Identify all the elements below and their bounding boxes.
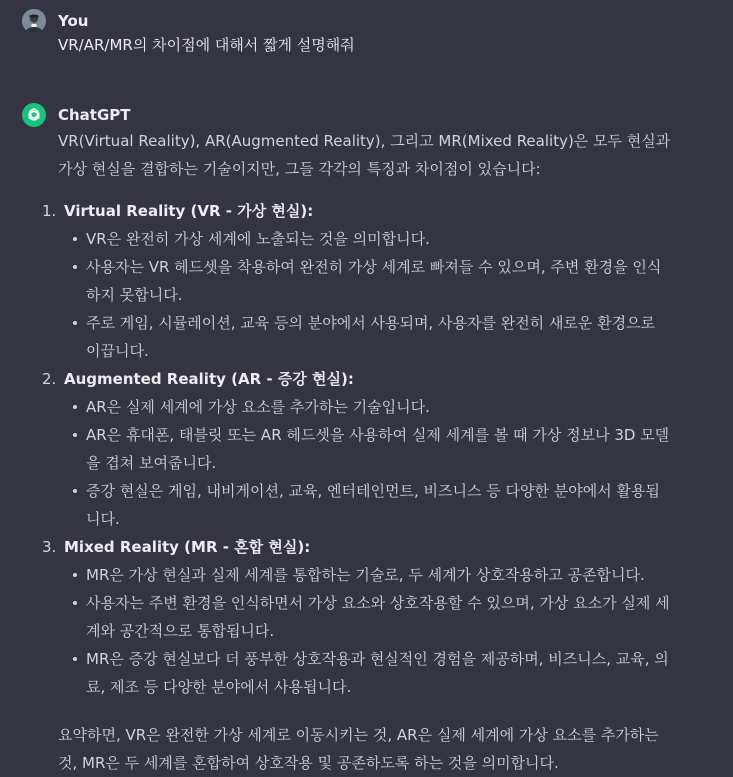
bullet-item bbox=[86, 309, 671, 365]
openai-logo-icon bbox=[22, 103, 46, 127]
bullet-item bbox=[86, 225, 671, 253]
bullet-item bbox=[86, 589, 671, 645]
bullet-text: AR은 휴대폰, 태블릿 또는 AR 헤드셋을 사용하여 실제 세계를 볼 때 가상 정보나 3D 모델을 겹쳐 보여줍니다. bbox=[86, 426, 670, 472]
bullet-text: VR은 완전히 가상 세계에 노출되는 것을 의미합니다. bbox=[86, 230, 430, 248]
sub-list bbox=[64, 393, 698, 533]
assistant-author-name: ChatGPT bbox=[58, 106, 131, 124]
bullet-dot-icon bbox=[73, 265, 77, 269]
bullet-dot-icon bbox=[73, 237, 77, 241]
list-item-mr bbox=[42, 533, 698, 701]
user-message-text: VR/AR/MR의 차이점에 대해서 짧게 설명해줘 bbox=[58, 36, 355, 54]
list-item-title: Mixed Reality (MR - 혼합 현실): bbox=[64, 538, 311, 556]
list-number: 2. bbox=[42, 370, 57, 388]
bullet-dot-icon bbox=[73, 433, 77, 437]
bullet-item bbox=[86, 561, 671, 589]
user-author-name: You bbox=[58, 12, 89, 30]
bullet-dot-icon bbox=[73, 489, 77, 493]
bullet-dot-icon bbox=[73, 601, 77, 605]
bullet-text: MR은 가상 현실과 실제 세계를 통합하는 기술로, 두 세계가 상호작용하고 공존합니다. bbox=[86, 566, 645, 584]
user-avatar-icon[interactable] bbox=[22, 9, 46, 33]
sub-list bbox=[64, 561, 698, 701]
bullet-text: 주로 게임, 시뮬레이션, 교육 등의 분야에서 사용되며, 사용자를 완전히 새로운 환경으로 이끕니다. bbox=[86, 314, 656, 360]
bullet-text: 사용자는 VR 헤드셋을 착용하여 완전히 가상 세계로 빠져들 수 있으며, 주변 환경을 인식하지 못합니다. bbox=[86, 258, 662, 304]
bullet-text: MR은 증강 현실보다 더 풍부한 상호작용과 현실적인 경험을 제공하며, 비즈니스, 교육, 의료, 제조 등 다양한 분야에서 사용됩니다. bbox=[86, 650, 669, 696]
bullet-item bbox=[86, 645, 671, 701]
bullet-text: 증강 현실은 게임, 내비게이션, 교육, 엔터테인먼트, 비즈니스 등 다양한 분야에서 활용됩니다. bbox=[86, 482, 660, 528]
bullet-text: AR은 실제 세계에 가상 요소를 추가하는 기술입니다. bbox=[86, 398, 430, 416]
reality-types-list bbox=[42, 197, 698, 701]
bullet-dot-icon bbox=[73, 657, 77, 661]
list-number: 1. bbox=[42, 202, 57, 220]
summary-paragraph: 요약하면, VR은 완전한 가상 세계로 이동시키는 것, AR은 실제 세계에 가상 요소를 추가하는 것, MR은 두 세계를 혼합하여 상호작용 및 공존하도록 하는 것을 의미합니다. bbox=[58, 726, 659, 772]
list-item-vr bbox=[42, 197, 698, 365]
bullet-text: 사용자는 주변 환경을 인식하면서 가상 요소와 상호작용할 수 있으며, 가상 요소가 실제 세계와 공간적으로 통합됩니다. bbox=[86, 594, 670, 640]
bullet-item bbox=[86, 393, 671, 421]
sub-list bbox=[64, 225, 698, 365]
bullet-dot-icon bbox=[73, 321, 77, 325]
bullet-dot-icon bbox=[73, 573, 77, 577]
list-item-title: Augmented Reality (AR - 증강 현실): bbox=[64, 370, 354, 388]
intro-paragraph: VR(Virtual Reality), AR(Augmented Reality), 그리고 MR(Mixed Reality)은 모두 현실과 가상 현실을 결합하는 기술이지만, 그들 각각의 특징과 차이점이 있습니다: bbox=[58, 132, 671, 178]
bullet-item bbox=[86, 421, 671, 477]
list-item-ar bbox=[42, 365, 698, 533]
bullet-item bbox=[86, 253, 671, 309]
list-item-title: Virtual Reality (VR - 가상 현실): bbox=[64, 202, 314, 220]
bullet-dot-icon bbox=[73, 405, 77, 409]
bullet-item bbox=[86, 477, 671, 533]
list-number: 3. bbox=[42, 538, 57, 556]
